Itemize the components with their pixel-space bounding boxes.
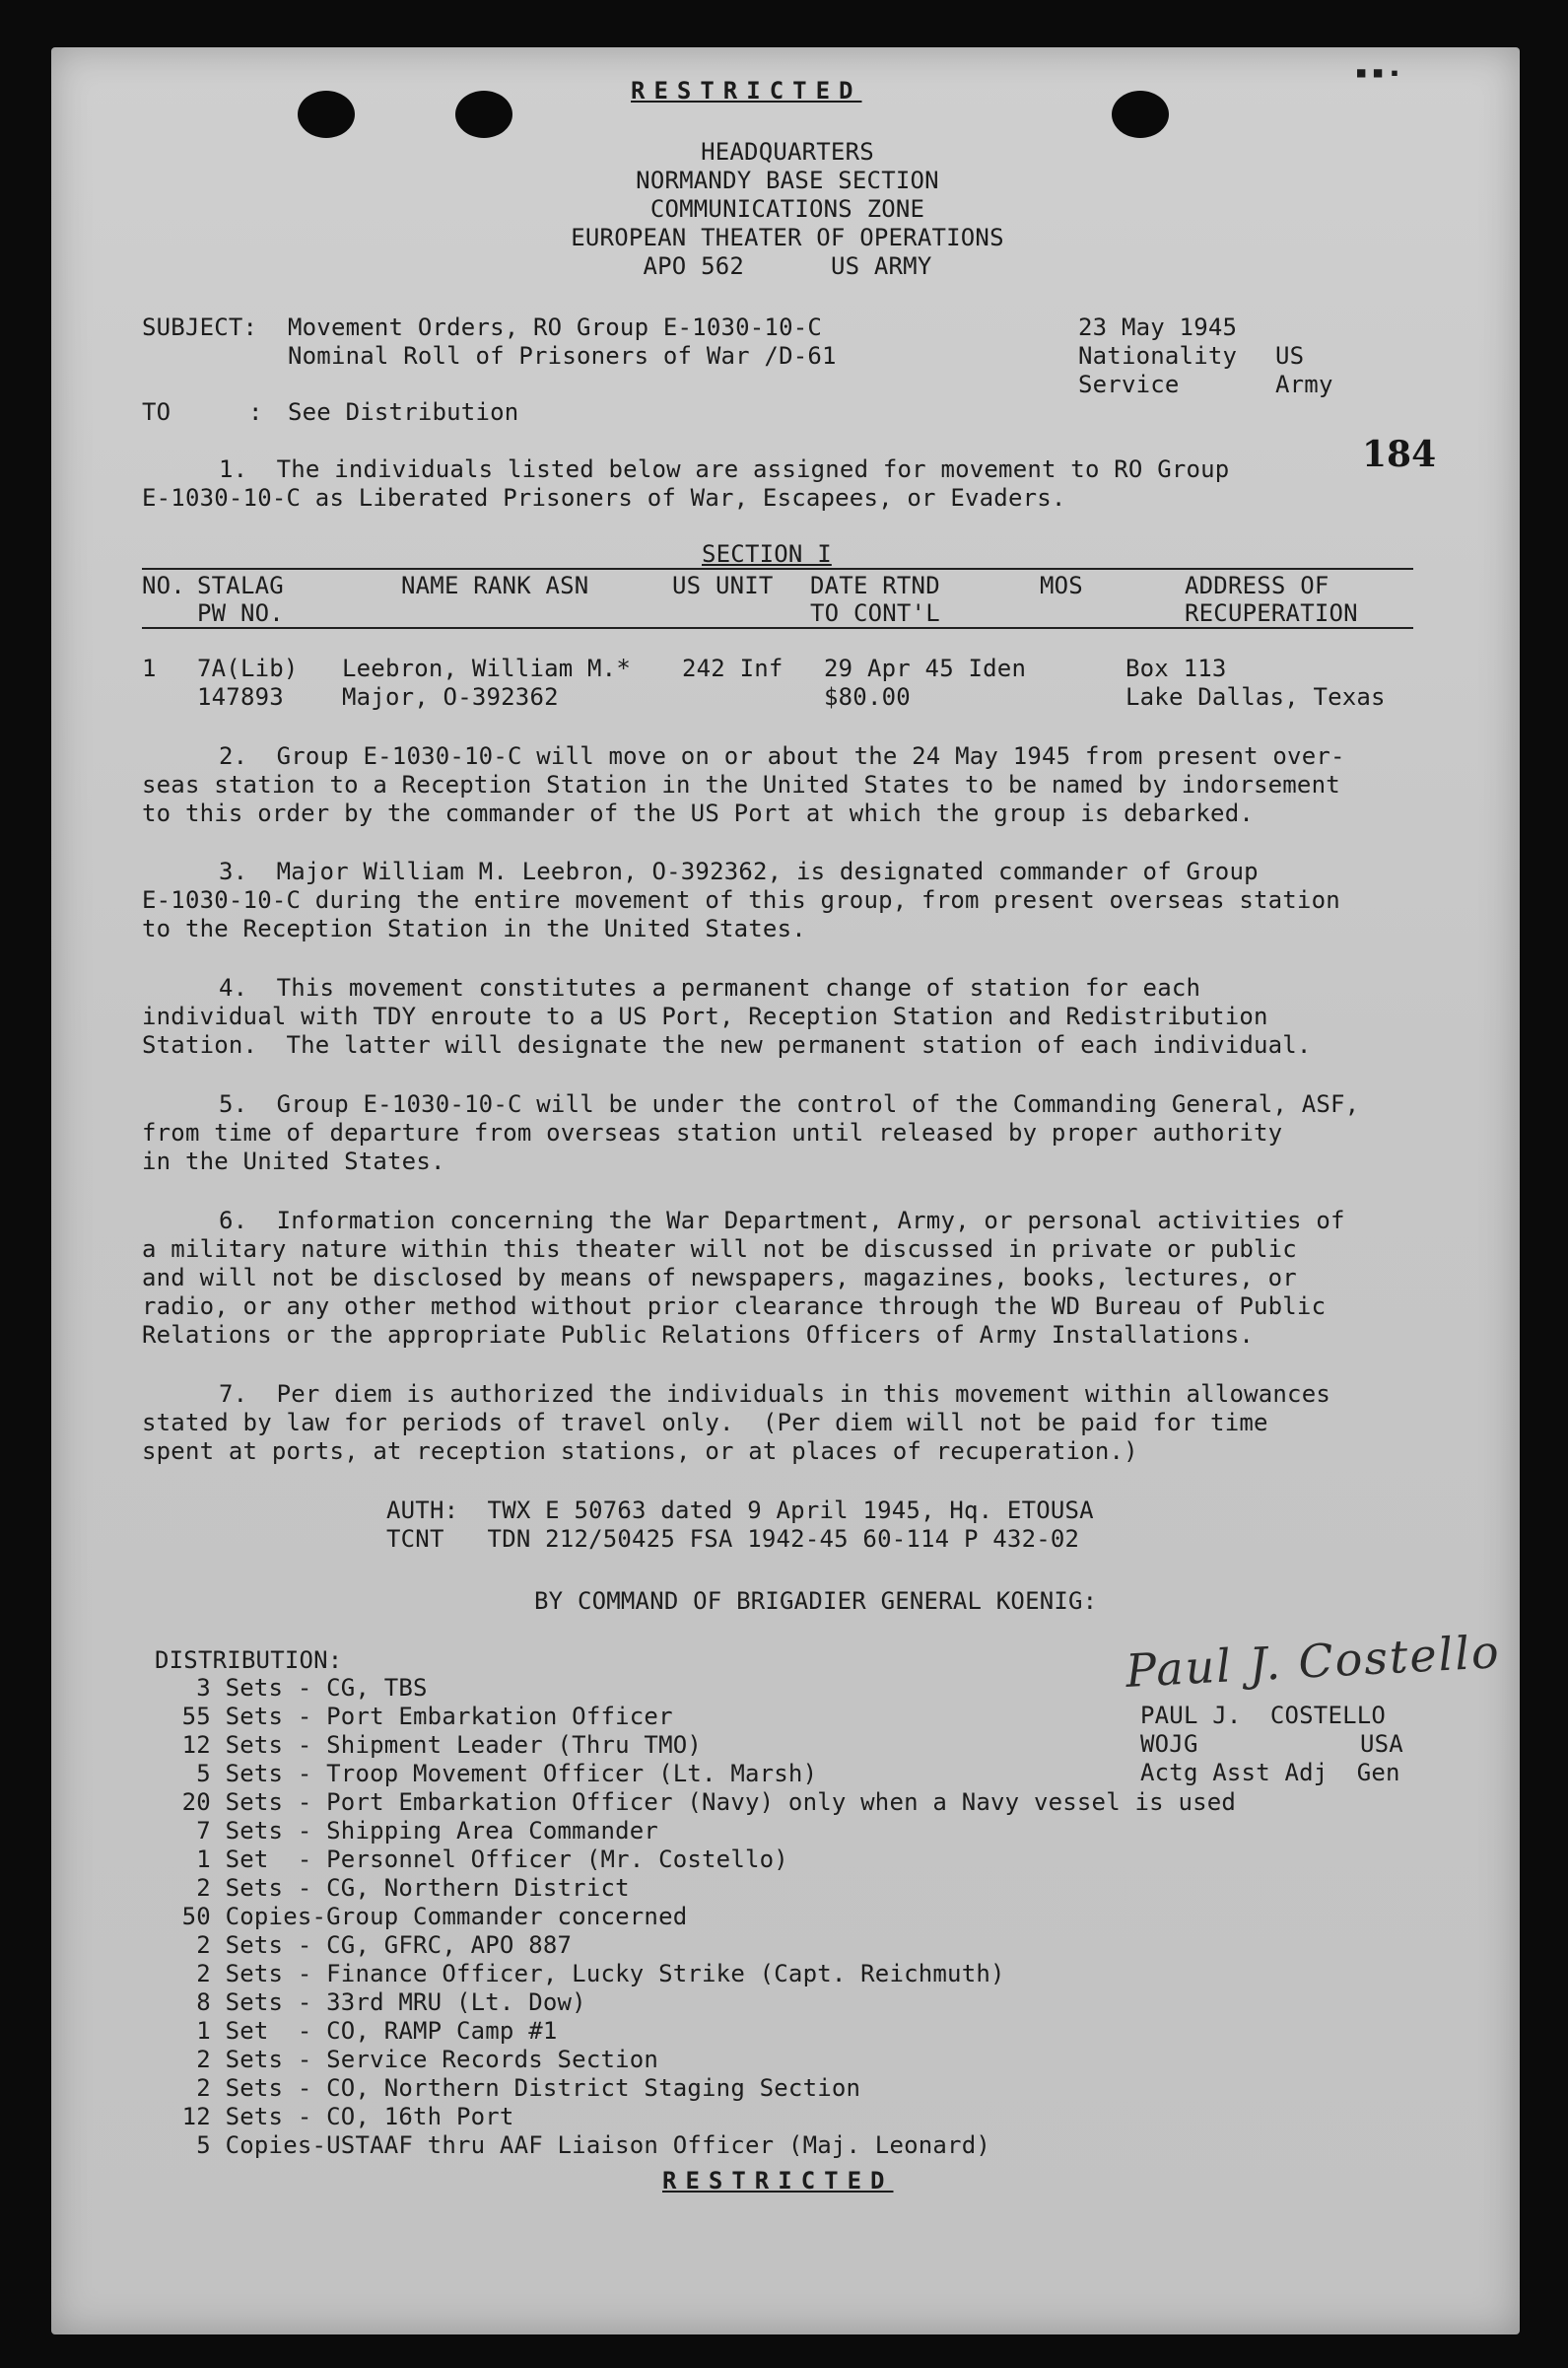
- list-item: 7 Sets - Shipping Area Commander: [168, 1817, 659, 1845]
- list-item: 2 Sets - CG, GFRC, APO 887: [168, 1931, 573, 1959]
- paragraph-line: to this order by the commander of the US Port at which the group is debarked.: [142, 800, 1254, 827]
- paragraph-line: 7. Per diem is authorized the individuals in this movement within allowances: [219, 1380, 1330, 1408]
- command-line: BY COMMAND OF BRIGADIER GENERAL KOENIG:: [534, 1587, 1098, 1615]
- paragraph-line: in the United States.: [142, 1148, 445, 1175]
- tcnt-line: TCNT TDN 212/50425 FSA 1942-45 60-114 P 432-02: [386, 1525, 1080, 1553]
- paragraph-line: individual with TDY enroute to a US Port, Reception Station and Redistribution: [142, 1003, 1268, 1030]
- signer-unit: USA: [1360, 1730, 1403, 1758]
- list-item: 3 Sets - CG, TBS: [168, 1674, 428, 1702]
- col-header-stalag: STALAG: [197, 572, 284, 599]
- signer-rank: WOJG: [1140, 1730, 1198, 1758]
- paragraph-line: 2. Group E-1030-10-C will move on or about the 24 May 1945 from present over-: [219, 742, 1345, 770]
- col-header-address-2: RECUPERATION: [1185, 599, 1358, 627]
- document-date: 23 May 1945: [1078, 313, 1238, 341]
- paragraph-line: radio, or any other method without prior clearance through the WD Bureau of Public: [142, 1292, 1327, 1320]
- cell-address-1: Box 113: [1125, 655, 1227, 682]
- paragraph-line: Station. The latter will designate the new permanent station of each individual.: [142, 1031, 1312, 1059]
- list-item: 1 Set - CO, RAMP Camp #1: [168, 2017, 558, 2045]
- list-item: 2 Sets - Service Records Section: [168, 2046, 659, 2073]
- section-title: SECTION I: [702, 540, 832, 568]
- cell-address-2: Lake Dallas, Texas: [1125, 683, 1386, 711]
- paragraph-1-line: E-1030-10-C as Liberated Prisoners of War, Escapees, or Evaders.: [142, 484, 1066, 512]
- heading-line: EUROPEAN THEATER OF OPERATIONS: [571, 224, 1004, 251]
- handwritten-signature: Paul J. Costello: [1124, 1625, 1502, 1698]
- heading-line: HEADQUARTERS: [701, 138, 874, 166]
- paragraph-line: 3. Major William M. Leebron, O-392362, is designated commander of Group: [219, 858, 1259, 885]
- cell-unit: 242 Inf: [682, 655, 784, 682]
- paragraph-line: and will not be disclosed by means of newspapers, magazines, books, lectures, or: [142, 1264, 1297, 1291]
- auth-line: AUTH: TWX E 50763 dated 9 April 1945, Hq. ETOUSA: [386, 1497, 1094, 1524]
- cell-name: Leebron, William M.*: [342, 655, 631, 682]
- service-value: Army: [1275, 371, 1333, 398]
- cell-rank-asn: Major, O-392362: [342, 683, 559, 711]
- paragraph-line: stated by law for periods of travel only. (Per diem will not be paid for time: [142, 1409, 1268, 1436]
- col-header-no: NO.: [142, 572, 185, 599]
- nationality-label: Nationality: [1078, 342, 1238, 370]
- paragraph-line: a military nature within this theater will not be discussed in private or public: [142, 1235, 1297, 1263]
- paragraph-line: 6. Information concerning the War Department, Army, or personal activities of: [219, 1207, 1345, 1234]
- list-item: 2 Sets - CG, Northern District: [168, 1874, 630, 1902]
- cell-no: 1: [142, 655, 157, 682]
- cell-pw-no: 147893: [197, 683, 284, 711]
- heading-line: NORMANDY BASE SECTION: [636, 167, 939, 194]
- heading-line: COMMUNICATIONS ZONE: [649, 195, 925, 223]
- paragraph-line: from time of departure from overseas station until released by proper authority: [142, 1119, 1283, 1147]
- punch-hole-left: [298, 91, 355, 138]
- heading-line: APO 562 US ARMY: [643, 252, 932, 280]
- col-header-address: ADDRESS OF: [1185, 572, 1329, 599]
- page-number: 184: [1362, 434, 1437, 475]
- subject-line-2: Nominal Roll of Prisoners of War /D-61: [288, 342, 837, 370]
- list-item: 2 Sets - Finance Officer, Lucky Strike (Capt. Reichmuth): [168, 1960, 1005, 1987]
- paragraph-line: E-1030-10-C during the entire movement of this group, from present overseas station: [142, 886, 1340, 914]
- col-header-mos: MOS: [1040, 572, 1083, 599]
- list-item: 50 Copies-Group Commander concerned: [168, 1903, 688, 1930]
- list-item: 5 Copies-USTAAF thru AAF Liaison Officer (Maj. Leonard): [168, 2131, 991, 2159]
- document-page: [51, 47, 1520, 2334]
- list-item: 2 Sets - CO, Northern District Staging Section: [168, 2074, 861, 2102]
- signer-name: PAUL J. COSTELLO: [1140, 1702, 1387, 1729]
- nationality-value: US: [1275, 342, 1305, 370]
- paragraph-line: 5. Group E-1030-10-C will be under the control of the Commanding General, ASF,: [219, 1090, 1360, 1118]
- table-rule-top: [142, 568, 1413, 570]
- cell-amount: $80.00: [824, 683, 911, 711]
- list-item: 5 Sets - Troop Movement Officer (Lt. Marsh): [168, 1760, 818, 1787]
- col-header-date: DATE RTND: [810, 572, 940, 599]
- paragraph-line: 4. This movement constitutes a permanent change of station for each: [219, 974, 1201, 1002]
- cell-date: 29 Apr 45 Iden: [824, 655, 1027, 682]
- list-item: 12 Sets - CO, 16th Port: [168, 2103, 514, 2130]
- cell-stalag: 7A(Lib): [197, 655, 299, 682]
- punch-hole-right: [1112, 91, 1169, 138]
- list-item: 1 Set - Personnel Officer (Mr. Costello): [168, 1846, 788, 1873]
- list-item: 55 Sets - Port Embarkation Officer: [168, 1703, 673, 1730]
- col-header-date-2: TO CONT'L: [810, 599, 940, 627]
- list-item: 8 Sets - 33rd MRU (Lt. Dow): [168, 1988, 586, 2016]
- paragraph-line: to the Reception Station in the United States.: [142, 915, 806, 942]
- paragraph-line: spent at ports, at reception stations, or at places of recuperation.): [142, 1437, 1138, 1465]
- list-item: 20 Sets - Port Embarkation Officer (Navy) only when a Navy vessel is used: [168, 1788, 1237, 1816]
- restricted-mark-top: RESTRICTED: [631, 77, 862, 104]
- signer-title: Actg Asst Adj Gen: [1140, 1759, 1400, 1786]
- table-rule-bottom: [142, 627, 1413, 629]
- to-label: TO: [142, 398, 171, 426]
- to-colon: :: [248, 398, 263, 426]
- list-item: 12 Sets - Shipment Leader (Thru TMO): [168, 1731, 703, 1759]
- restricted-mark-bottom: RESTRICTED: [662, 2167, 894, 2194]
- service-label: Service: [1078, 371, 1180, 398]
- subject-label: SUBJECT:: [142, 313, 258, 341]
- distribution-label: DISTRIBUTION:: [155, 1646, 343, 1674]
- punch-hole-middle: [455, 91, 512, 138]
- corner-mark: ■ ■ ▪: [1357, 65, 1399, 81]
- paragraph-line: Relations or the appropriate Public Relations Officers of Army Installations.: [142, 1321, 1254, 1349]
- paragraph-line: seas station to a Reception Station in the United States to be named by indorsement: [142, 771, 1340, 799]
- paragraph-1-line: 1. The individuals listed below are assigned for movement to RO Group: [219, 455, 1230, 483]
- col-header-name: NAME RANK ASN: [401, 572, 589, 599]
- to-value: See Distribution: [288, 398, 519, 426]
- subject-line-1: Movement Orders, RO Group E-1030-10-C: [288, 313, 823, 341]
- col-header-pw-no: PW NO.: [197, 599, 284, 627]
- col-header-unit: US UNIT: [672, 572, 774, 599]
